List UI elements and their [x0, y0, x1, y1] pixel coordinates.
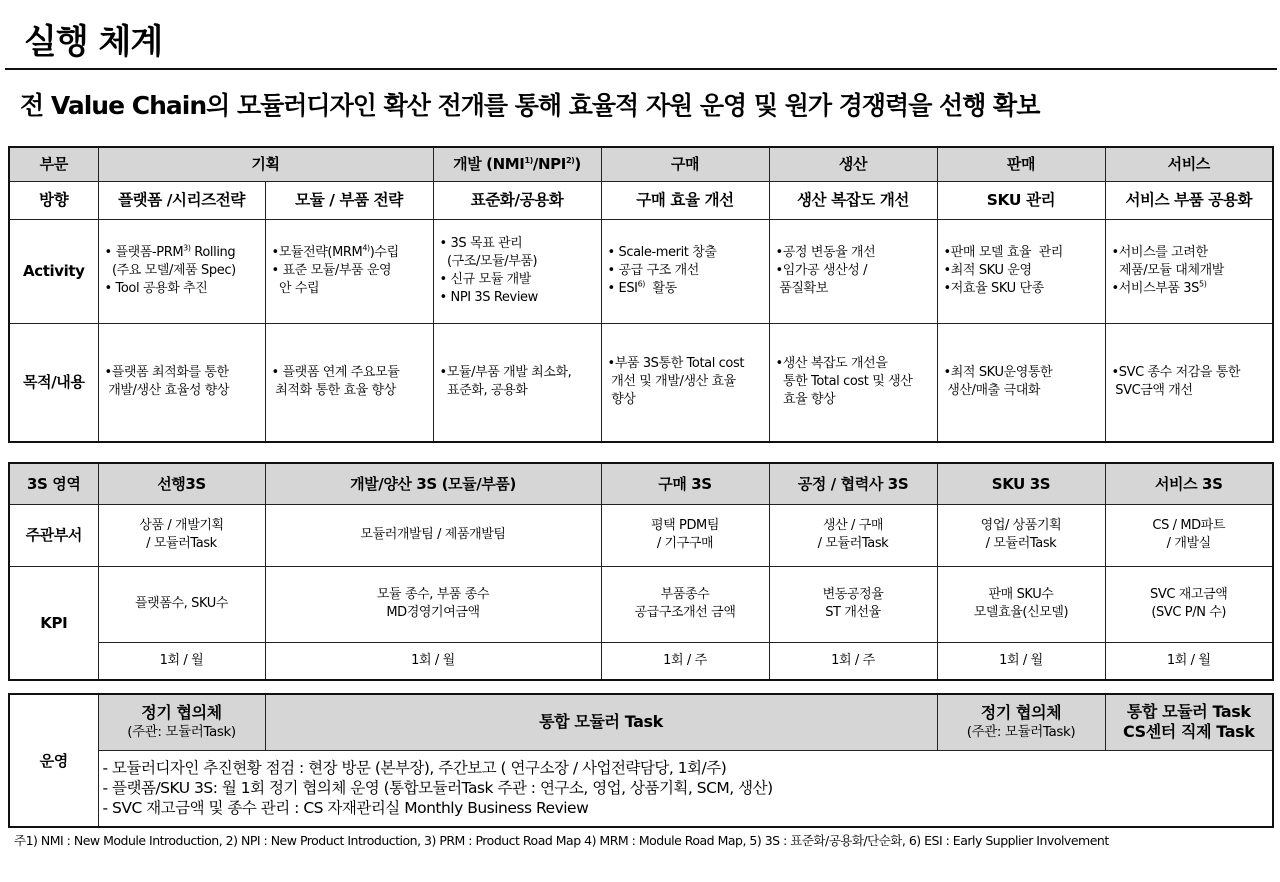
3s-area-table — [8, 462, 1274, 681]
purpose-cell: • 플랫폼 연계 주요모듈 최적화 통한 효율 향상 — [265, 323, 433, 442]
kpi-cell: SVC 재고금액 (SVC P/N 수) — [1105, 566, 1273, 642]
area-cell: 개발/양산 3S (모듈/부품) — [265, 463, 601, 504]
direction-cell: 플랫폼 /시리즈전략 — [98, 181, 265, 219]
value-chain-table — [8, 146, 1274, 443]
dept-cell: 평택 PDM팀 / 기구구매 — [601, 504, 769, 566]
purpose-cell: •SVC 종수 저감을 통한 SVC금액 개선 — [1105, 323, 1273, 442]
page-title: 실행 체계 — [24, 22, 163, 62]
kpi-cell: 모듈 종수, 부품 종수 MD경영기여금액 — [265, 566, 601, 642]
activity-platform: • 플랫폼-PRM$^{3)}$ Rolling (주요 모델/제품 Spec) • Tool 공용화 추진 — [98, 219, 265, 323]
dept-cell: CS / MD파트 / 개발실 — [1105, 504, 1273, 566]
direction-cell: 서비스 부품 공용화 — [1105, 181, 1273, 219]
kpi-cell: 판매 SKU수 모델효율(신모델) — [937, 566, 1105, 642]
area-cell: 서비스 3S — [1105, 463, 1273, 504]
regular-council-header: 정기 협의체 (주관: 모듈러Task) — [98, 694, 265, 750]
row-label-dept: 주관부서 — [9, 504, 98, 566]
row-label-operation: 운영 — [9, 694, 98, 827]
dept-cell: 모듈러개발팀 / 제품개발팀 — [265, 504, 601, 566]
area-cell: 선행3S — [98, 463, 265, 504]
division-production: 생산 — [769, 147, 937, 181]
purpose-cell: •플랫폼 최적화를 통한 개발/생산 효율성 향상 — [98, 323, 265, 442]
direction-cell: 구매 효율 개선 — [601, 181, 769, 219]
area-row — [9, 463, 1273, 504]
activity-row — [9, 219, 1273, 323]
row-label-purpose: 목적/내용 — [9, 323, 98, 442]
frequency-cell: 1회 / 주 — [601, 642, 769, 680]
operation-table — [8, 693, 1274, 828]
purpose-cell: •최적 SKU운영통한 생산/매출 극대화 — [937, 323, 1105, 442]
division-planning: 기획 — [98, 147, 433, 181]
kpi-cell: 플랫폼수, SKU수 — [98, 566, 265, 642]
row-label-division: 부문 — [9, 147, 98, 181]
frequency-cell: 1회 / 주 — [769, 642, 937, 680]
dept-row — [9, 504, 1273, 566]
purpose-cell: •생산 복잡도 개선을 통한 Total cost 및 생산 효율 향상 — [769, 323, 937, 442]
row-label-activity: Activity — [9, 219, 98, 323]
integrated-modular-task-header: 통합 모듈러 Task — [265, 694, 937, 750]
direction-cell: 모듈 / 부품 전략 — [265, 181, 433, 219]
footnote: 주1) NMI : New Module Introduction, 2) NPI : New Product Introduction, 3) PRM : Product Road Map 4) MRM : Module Road Map, 5) 3S : 표준화/공용화/단순화, 6) ESI : Early Supplier Involvement — [14, 833, 1109, 848]
purpose-cell: •부품 3S통한 Total cost 개선 및 개발/생산 효율 향상 — [601, 323, 769, 442]
activity-production: •공정 변동율 개선 •임가공 생산성 / 품질확보 — [769, 219, 937, 323]
operation-content-row — [9, 750, 1273, 827]
operation-details: - 모듈러디자인 추진현황 점검 : 현장 방문 (본부장), 주간보고 ( 연구소장 / 사업전략담당, 1회/주) - 플랫폼/SKU 3S: 월 1회 정기 협의체 운영 (통합모듈러Task 주관 : 연구소, 영업, 상품기획, SCM, 생산) - SVC 재고금액 및 종수 관리 : CS 자재관리실 Monthly Business Review — [98, 750, 1273, 827]
area-cell: 공정 / 협력사 3S — [769, 463, 937, 504]
direction-row — [9, 181, 1273, 219]
dept-cell: 영업/ 상품기획 / 모듈러Task — [937, 504, 1105, 566]
direction-cell: 표준화/공용화 — [433, 181, 601, 219]
activity-standardization: • 3S 목표 관리 (구조/모듈/부품) • 신규 모듈 개발 • NPI 3S Review — [433, 219, 601, 323]
row-label-kpi: KPI — [9, 566, 98, 680]
kpi-row — [9, 566, 1273, 642]
activity-module: •모듈전략(MRM$^{4)}$)수립 • 표준 모듈/부품 운영 안 수립 — [265, 219, 433, 323]
division-service: 서비스 — [1105, 147, 1273, 181]
frequency-cell: 1회 / 월 — [937, 642, 1105, 680]
dept-cell: 생산 / 구매 / 모듈러Task — [769, 504, 937, 566]
frequency-cell: 1회 / 월 — [265, 642, 601, 680]
row-label-direction: 방향 — [9, 181, 98, 219]
activity-service: •서비스를 고려한 제품/모듈 대체개발 •서비스부품 $3S^{5)}$ — [1105, 219, 1273, 323]
operation-header-row — [9, 694, 1273, 750]
area-cell: 구매 3S — [601, 463, 769, 504]
activity-sales: •판매 모델 효율 관리 •최적 SKU 운영 •저효율 SKU 단종 — [937, 219, 1105, 323]
division-row — [9, 147, 1273, 181]
frequency-cell: 1회 / 월 — [98, 642, 265, 680]
cs-center-task-header: 통합 모듈러 Task CS센터 직제 Task — [1105, 694, 1273, 750]
purpose-cell: •모듈/부품 개발 최소화, 표준화, 공용화 — [433, 323, 601, 442]
division-development: 개발 (NMI$^{1)}$/NPI$^{2)}$) — [433, 147, 601, 181]
kpi-cell: 부품종수 공급구조개선 금액 — [601, 566, 769, 642]
frequency-row — [9, 642, 1273, 680]
regular-council-header-2: 정기 협의체 (주관: 모듈러Task) — [937, 694, 1105, 750]
division-sales: 판매 — [937, 147, 1105, 181]
dept-cell: 상품 / 개발기획 / 모듈러Task — [98, 504, 265, 566]
direction-cell: 생산 복잡도 개선 — [769, 181, 937, 219]
title-divider — [5, 68, 1277, 70]
area-cell: SKU 3S — [937, 463, 1105, 504]
purpose-row — [9, 323, 1273, 442]
frequency-cell: 1회 / 월 — [1105, 642, 1273, 680]
row-label-area: 3S 영역 — [9, 463, 98, 504]
activity-purchase: • Scale-merit 창출 • 공급 구조 개선 • ESI$^{6)}$ 활동 — [601, 219, 769, 323]
page-subtitle: 전 Value Chain의 모듈러디자인 확산 전개를 통해 효율적 자원 운영 및 원가 경쟁력을 선행 확보 — [20, 91, 1040, 120]
direction-cell: SKU 관리 — [937, 181, 1105, 219]
kpi-cell: 변동공정율 ST 개선율 — [769, 566, 937, 642]
division-purchase: 구매 — [601, 147, 769, 181]
